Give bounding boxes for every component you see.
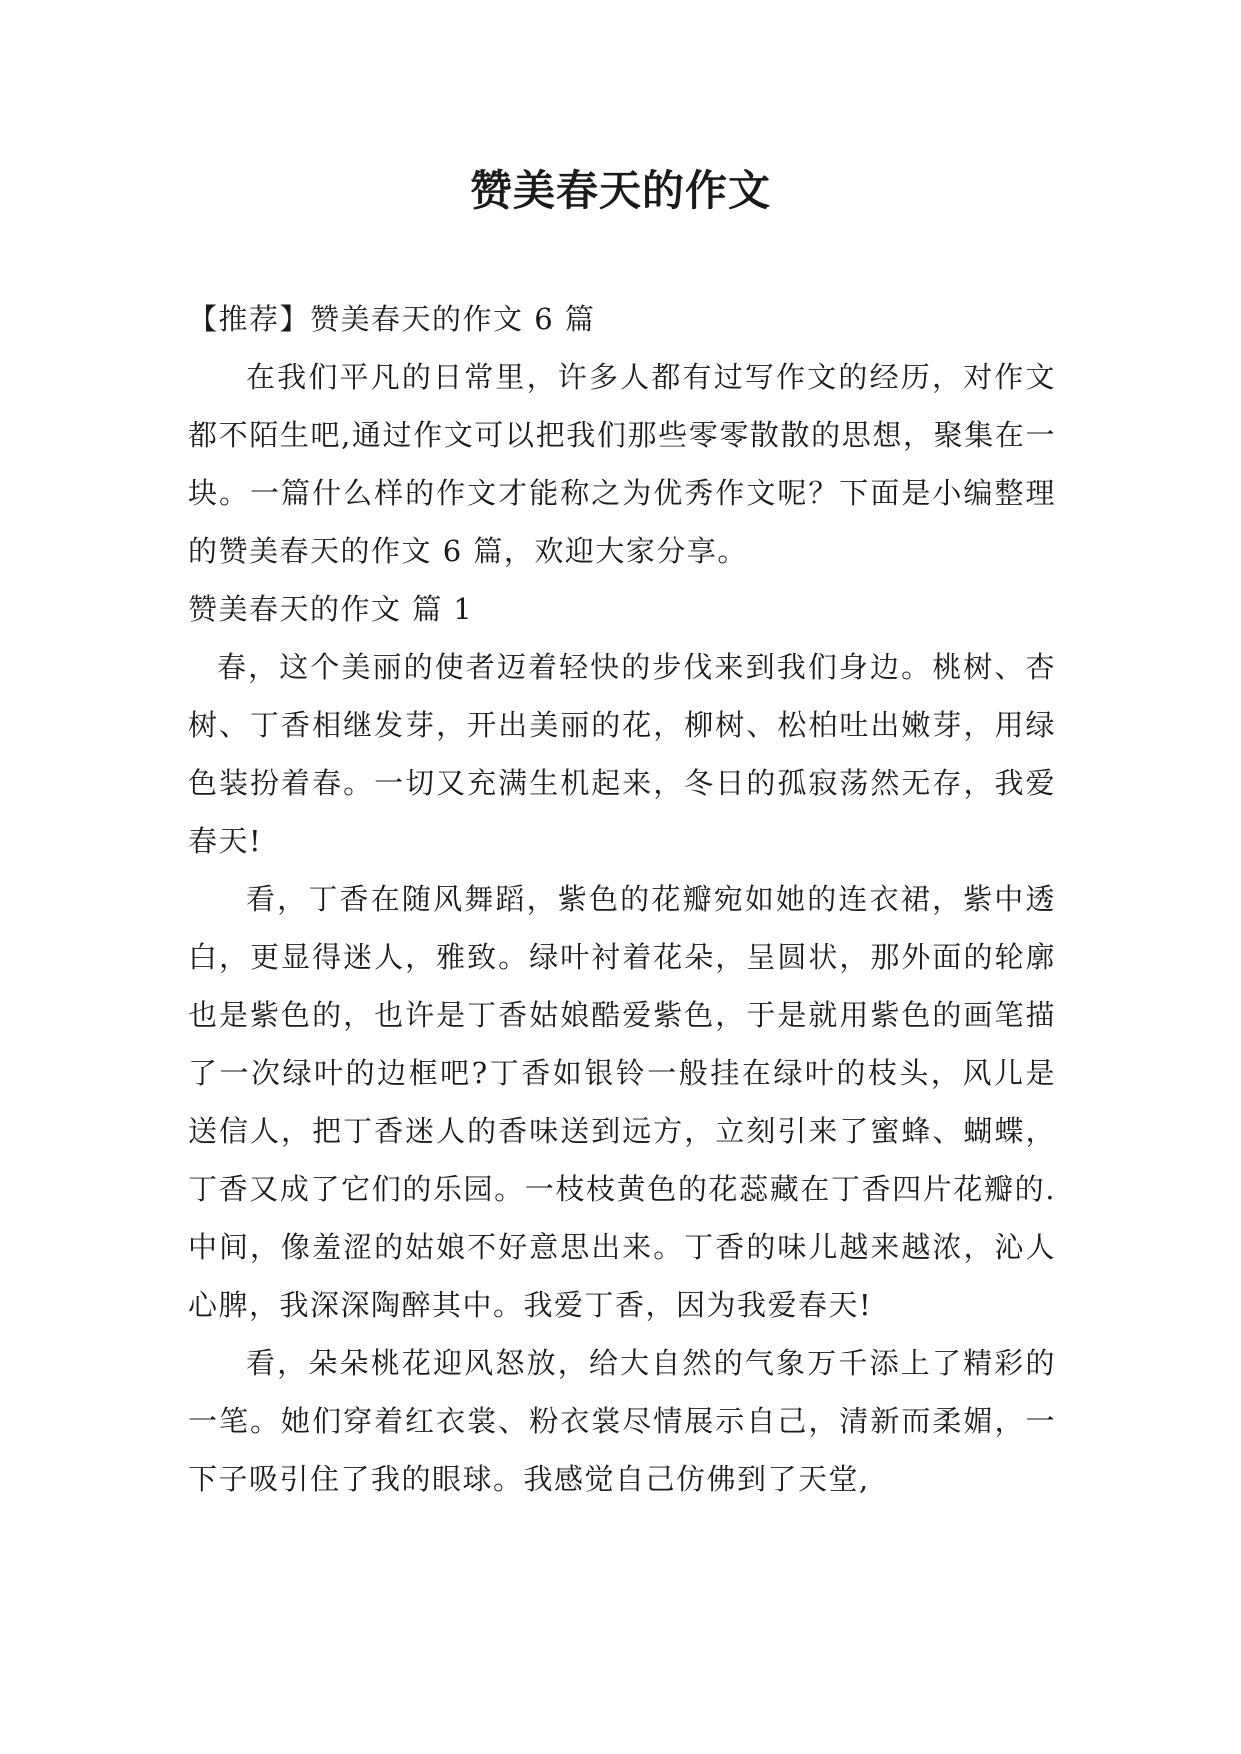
document-body	[188, 290, 1056, 1508]
body-paragraph-1: 春，这个美丽的使者迈着轻快的步伐来到我们身边。桃树、杏树、丁香相继发芽，开出美丽的花，柳树、松柏吐出嫩芽，用绿色装扮着春。一切又充满生机起来，冬日的孤寂荡然无存，我爱春天!	[188, 650, 1056, 858]
section-heading: 赞美春天的作文 篇 1	[188, 592, 474, 626]
body-paragraph-3: 看，朵朵桃花迎风怒放，给大自然的气象万千添上了精彩的一笔。她们穿着红衣裳、粉衣裳尽情展示自己，清新而柔媚，一下子吸引住了我的眼球。我感觉自己仿佛到了天堂,	[188, 1346, 1056, 1496]
intro-paragraph: 在我们平凡的日常里，许多人都有过写作文的经历，对作文都不陌生吧,通过作文可以把我们那些零零散散的思想，聚集在一块。一篇什么样的作文才能称之为优秀作文呢？下面是小编整理的赞美春天的作文 6 篇，欢迎大家分享。	[188, 360, 1056, 568]
recommend-line: 【推荐】赞美春天的作文 6 篇	[188, 302, 596, 336]
document-title: 赞美春天的作文	[469, 166, 771, 215]
body-paragraph-2: 看，丁香在随风舞蹈，紫色的花瓣宛如她的连衣裙，紫中透白，更显得迷人，雅致。绿叶衬着花朵，呈圆状，那外面的轮廓也是紫色的，也许是丁香姑娘酷爱紫色，于是就用紫色的画笔描了一次绿叶的边框吧?丁香如银铃一般挂在绿叶的枝头，风儿是送信人，把丁香迷人的香味送到远方，立刻引来了蜜蜂、蝴蝶，丁香又成了它们的乐园。一枝枝黄色的花蕊藏在丁香四片花瓣的.中间，像羞涩的姑娘不好意思出来。丁香的味儿越来越浓，沁人心脾，我深深陶醉其中。我爱丁香，因为我爱春天!	[188, 882, 1056, 1322]
